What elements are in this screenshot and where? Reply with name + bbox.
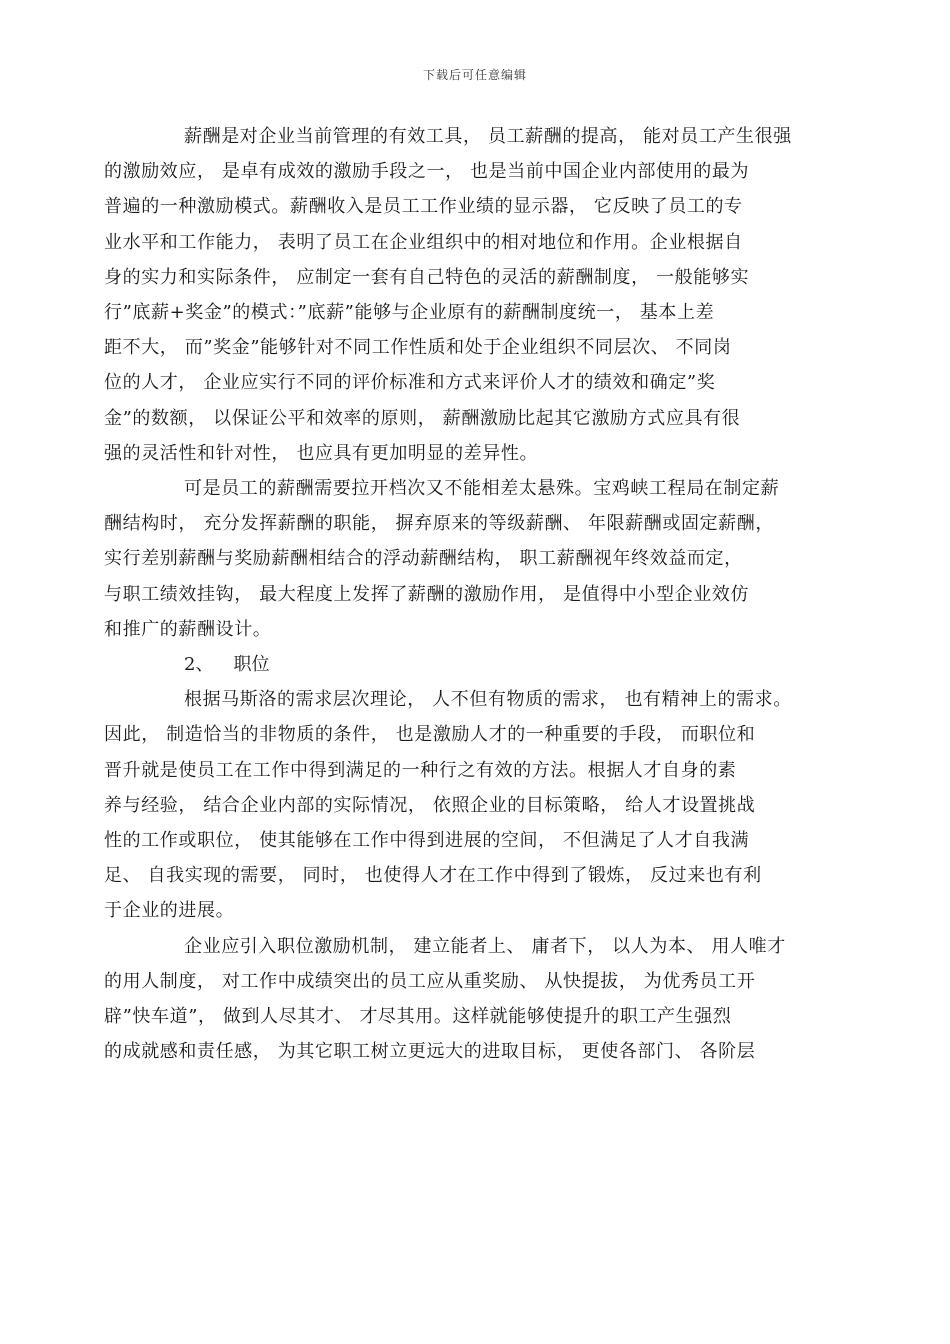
- document-body: [104, 119, 812, 1069]
- page-header-note: 下载后可任意编辑: [422, 68, 527, 82]
- paragraph-position-intro: [104, 682, 812, 928]
- text-line: 于企业的进展。: [104, 900, 235, 922]
- paragraph-salary-intro: [104, 119, 812, 471]
- text-line: 强的灵活性和针对性， 也应具有更加明显的差异性。: [104, 442, 539, 464]
- text-line: 可是员工的薪酬需要拉开档次又不能相差太悬殊。宝鸡峡工程局在制定薪: [184, 478, 780, 500]
- text-line: 的激励效应， 是卓有成效的激励手段之一， 也是当前中国企业内部使用的最为: [104, 161, 750, 183]
- text-line: 企业应引入职位激励机制， 建立能者上、 庸者下， 以人为本、 用人唯才: [184, 935, 786, 957]
- paragraph-position-mechanism: [104, 929, 812, 1070]
- section-heading: [144, 647, 812, 682]
- text-line: 根据马斯洛的需求层次理论， 人不但有物质的需求， 也有精神上的需求。: [184, 689, 792, 711]
- text-line: 距不大， 而”奖金”能够针对不同工作性质和处于企业组织不同层次、 不同岗: [104, 337, 732, 359]
- text-line: 身的实力和实际条件， 应制定一套有自己特色的灵活的薪酬制度， 一般能够实: [104, 266, 750, 288]
- text-line: 晋升就是使员工在工作中得到满足的一种行之有效的方法。根据人才自身的素: [104, 759, 737, 781]
- text-line: 酬结构时， 充分发挥薪酬的职能， 摒弃原来的等级薪酬、 年限薪酬或固定薪酬，: [104, 513, 774, 535]
- text-line: 实行差别薪酬与奖励薪酬相结合的浮动薪酬结构， 职工薪酬视年终效益而定，: [104, 548, 743, 570]
- text-line: 足、 自我实现的需要， 同时， 也使得人才在工作中得到了锻炼， 反过来也有利: [104, 865, 762, 887]
- text-line: 金”的数额， 以保证公平和效率的原则， 薪酬激励比起其它激励方式应具有很: [104, 407, 741, 429]
- text-line: 性的工作或职位， 使其能够在工作中得到进展的空间， 不但满足了人才自我满: [104, 830, 750, 852]
- section-number: 2、: [184, 654, 214, 676]
- text-line: 与职工绩效挂钩， 最大程度上发挥了薪酬的激励作用， 是值得中小型企业效仿: [104, 583, 750, 605]
- text-line: 辟”快车道”， 做到人尽其才、 才尽其用。这样就能够使提升的职工产生强烈: [104, 1006, 732, 1028]
- text-line: 养与经验， 结合企业内部的实际情况， 依照企业的目标策略， 给人才设置挑战: [104, 794, 756, 816]
- text-line: 位的人才， 企业应实行不同的评价标准和方式来评价人才的绩效和确定”奖: [104, 372, 716, 394]
- text-line: 和推广的薪酬设计。: [104, 618, 272, 640]
- text-line: 普遍的一种激励模式。薪酬收入是员工工作业绩的显示器， 它反映了员工的专: [104, 196, 743, 218]
- text-line: 的成就感和责任感， 为其它职工树立更远大的进取目标， 更使各部门、 各阶层: [104, 1041, 756, 1063]
- text-line: 业水平和工作能力， 表明了员工在企业组织中的相对地位和作用。企业根据自: [104, 231, 743, 253]
- text-line: 行”底薪+奖金”的模式：”底薪”能够与企业原有的薪酬制度统一， 基本上差: [104, 302, 715, 324]
- text-line: 薪酬是对企业当前管理的有效工具， 员工薪酬的提高， 能对员工产生很强: [184, 126, 792, 147]
- text-line: 的用人制度， 对工作中成绩突出的员工应从重奖励、 从快提拔， 为优秀员工开: [104, 970, 756, 992]
- section-title: 职位: [233, 654, 270, 676]
- paragraph-salary-structure: [104, 471, 812, 647]
- text-line: 因此， 制造恰当的非物质的条件， 也是激励人才的一种重要的手段， 而职位和: [104, 724, 756, 746]
